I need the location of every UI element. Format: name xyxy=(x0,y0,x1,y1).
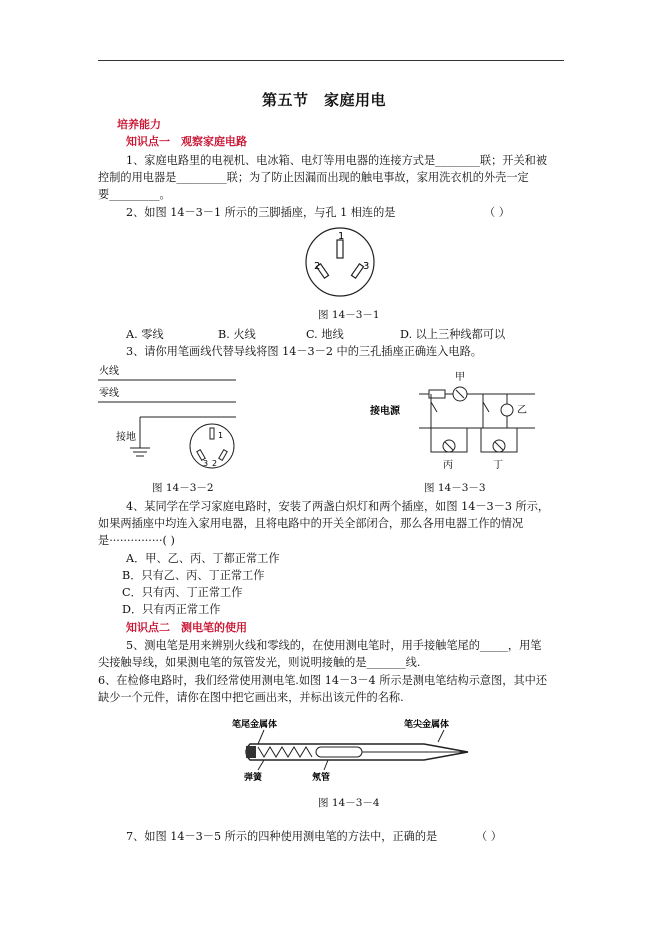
section-label: 培养能力 xyxy=(117,118,161,131)
tip-metal-label: 笔尖金属体 xyxy=(404,720,450,730)
q4-option-c: C．只有丙、丁正常工作 xyxy=(122,586,243,599)
q1-line2: 控制的用电器是_________联；为了防止因漏而出现的触电事故，家用洗衣机的外壳一定 xyxy=(98,171,529,184)
q6-line2: 缺少一个元件，请你在图中把它画出来，并标出该元件的名称. xyxy=(98,691,404,704)
wiring-socket-hole-1 xyxy=(210,428,214,439)
tail-metal-pointer xyxy=(258,730,264,744)
neon-tube-icon xyxy=(316,747,362,757)
neutral-wire-label: 零线 xyxy=(99,388,119,399)
q2-option-c: C. 地线 xyxy=(306,328,344,341)
spring-pointer xyxy=(258,760,264,770)
q7-text: 7、如图 14－3－5 所示的四种使用测电笔的方法中，正确的是 xyxy=(126,830,438,843)
page-title: 第五节 家庭用电 xyxy=(262,91,387,109)
socket-yi-icon xyxy=(501,404,513,416)
q6-line1: 6、在检修电路时，我们经常使用测电笔.如图 14－3－4 所示是测电笔结构示意图，其中还 xyxy=(98,674,548,687)
knowledge-point-1: 知识点一 观察家庭电路 xyxy=(126,135,247,148)
q7-bracket: （ ） xyxy=(476,830,502,843)
fig-14-3-1-caption: 图 14－3－1 xyxy=(318,309,380,321)
socket-label-1: 1 xyxy=(338,231,345,242)
q5-line2: 尖接触导线，如果测电笔的氖管发光，则说明接触的是_______线. xyxy=(98,656,421,669)
pen-tail-cap xyxy=(246,746,256,758)
q2-option-a: A. 零线 xyxy=(126,328,164,341)
ground-label: 接地 xyxy=(116,432,136,443)
label-bing: 丙 xyxy=(443,460,453,471)
three-pin-socket-figure xyxy=(300,222,380,302)
q2-option-d: D. 以上三种线都可以 xyxy=(400,328,506,341)
spring-icon xyxy=(258,747,312,757)
tail-metal-label: 笔尾金属体 xyxy=(232,720,278,730)
wiring-label-1: 1 xyxy=(218,431,224,440)
socket-label-2: 2 xyxy=(314,261,321,272)
switch-2-icon xyxy=(483,402,489,412)
wiring-label-2: 2 xyxy=(212,459,218,468)
q1-line3: 要_________。 xyxy=(98,188,171,201)
switch-1-icon xyxy=(431,402,437,412)
live-wire-label: 火线 xyxy=(99,366,119,377)
fig-14-3-3-caption: 图 14－3－3 xyxy=(424,482,486,494)
test-pen-figure xyxy=(224,716,476,782)
q4-line2: 如果两插座中均连入家用电器，且将电路中的开关全部闭合，那么各用电器工作的情况 xyxy=(98,517,524,530)
wiring-socket-hole-3 xyxy=(219,450,227,461)
label-jia: 甲 xyxy=(455,372,465,383)
socket-label-3: 3 xyxy=(363,261,370,272)
tip-metal-pointer xyxy=(438,730,444,742)
neon-label: 氖管 xyxy=(312,773,331,782)
q3-text: 3、请你用笔画线代替导线将图 14－3－2 中的三孔插座正确连入电路。 xyxy=(126,345,482,358)
wiring-label-3: 3 xyxy=(203,459,209,468)
q4-option-a: A．甲、乙、丙、丁都正常工作 xyxy=(126,552,280,565)
neon-pointer xyxy=(324,760,328,770)
q5-line1: 5、测电笔是用来辨别火线和零线的，在使用测电笔时，用手接触笔尾的_____，用笔 xyxy=(126,639,542,652)
q4-line1: 4、某同学在学习家庭电路时，安装了两盏白炽灯和两个插座，如图 14－3－3 所示， xyxy=(126,500,550,513)
q1-line1: 1、家庭电路里的电视机、电冰箱、电灯等用电器的连接方式是________联；开关和被 xyxy=(126,154,548,167)
q4-option-d: D．只有丙正常工作 xyxy=(122,603,221,616)
knowledge-point-2: 知识点二 测电笔的使用 xyxy=(126,621,247,634)
socket-hole-3 xyxy=(351,264,363,278)
q4-line3: 是···············( ) xyxy=(98,534,175,547)
q4-option-b: B．只有乙、丙、丁正常工作 xyxy=(122,569,265,582)
label-ding: 丁 xyxy=(493,460,503,471)
power-source-label: 接电源 xyxy=(370,406,400,417)
spring-label: 弹簧 xyxy=(244,773,263,782)
socket-wiring-figure xyxy=(96,362,246,474)
q2-option-b: B. 火线 xyxy=(218,328,256,341)
fig-14-3-2-caption: 图 14－3－2 xyxy=(152,482,214,494)
socket-hole-1 xyxy=(337,240,343,258)
fig-14-3-4-caption: 图 14－3－4 xyxy=(318,797,380,809)
q2-text: 2、如图 14－3－1 所示的三脚插座，与孔 1 相连的是 xyxy=(126,206,396,219)
header-rule xyxy=(98,60,564,61)
label-yi: 乙 xyxy=(517,405,527,416)
household-circuit-figure xyxy=(367,370,543,474)
q2-bracket: （ ） xyxy=(484,206,510,219)
